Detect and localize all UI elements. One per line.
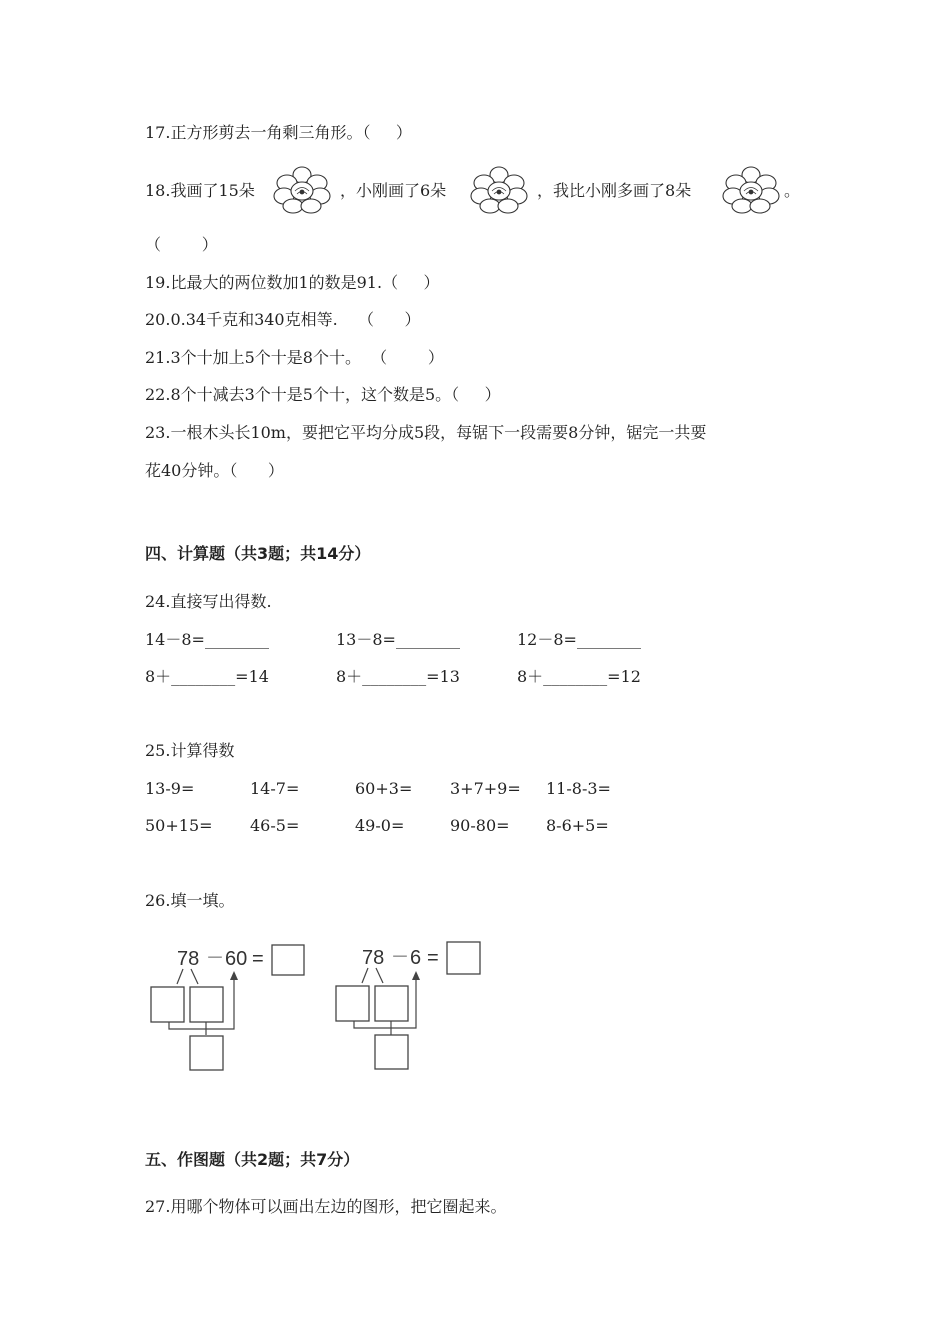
fig2-result-box[interactable] xyxy=(447,942,480,974)
question-20: 20.0.34千克和340克相等. （ ） xyxy=(145,310,421,329)
fig2-operator: － xyxy=(391,947,409,967)
question-25-title: 25.计算得数 xyxy=(145,741,235,760)
fig1-operator: － xyxy=(206,948,224,968)
fig2-split-box-right[interactable] xyxy=(375,986,408,1021)
q25-cell: 11-8-3= xyxy=(546,779,611,798)
section-4-title: 四、计算题（共3题；共14分） xyxy=(145,544,371,563)
question-18-answer: （ ） xyxy=(145,235,218,254)
decomposition-figure-1 xyxy=(145,935,315,1075)
fig2-split-box-left[interactable] xyxy=(336,986,369,1021)
section-5-title: 五、作图题（共2题；共7分） xyxy=(145,1150,360,1169)
q25-cell: 3+7+9= xyxy=(450,779,521,798)
fig2-sum-box[interactable] xyxy=(375,1035,408,1069)
question-27: 27.用哪个物体可以画出左边的图形，把它圈起来。 xyxy=(145,1197,507,1216)
q24-cell: 12－8=________ xyxy=(517,630,641,649)
q24-cell: 8＋________=12 xyxy=(517,667,641,686)
question-18-part1: 18.我画了15朵 xyxy=(145,181,255,200)
fig1-equals: = xyxy=(252,948,264,970)
q25-cell: 90-80= xyxy=(450,816,510,835)
q25-cell: 49-0= xyxy=(355,816,405,835)
fig1-split-box-left[interactable] xyxy=(151,987,184,1022)
question-21: 21.3个十加上5个十是8个十。 （ ） xyxy=(145,348,444,367)
question-23-line2: 花40分钟。（ ） xyxy=(145,461,284,480)
flower-icon xyxy=(722,165,780,215)
flower-icon xyxy=(273,165,331,215)
fig1-number-a: 78 xyxy=(177,948,200,970)
fig2-number-b: 6 xyxy=(410,947,422,969)
question-17: 17.正方形剪去一角剩三角形。（ ） xyxy=(145,123,412,142)
fig1-number-b: 60 xyxy=(225,948,248,970)
q25-cell: 14-7= xyxy=(250,779,300,798)
q24-cell: 14－8=________ xyxy=(145,630,269,649)
q25-cell: 8-6+5= xyxy=(546,816,609,835)
fig1-sum-box[interactable] xyxy=(190,1036,223,1070)
q25-cell: 13-9= xyxy=(145,779,195,798)
decomposition-figure-2 xyxy=(330,935,500,1075)
flower-icon xyxy=(470,165,528,215)
q25-cell: 50+15= xyxy=(145,816,213,835)
question-18-part3: ，我比小刚多画了8朵 xyxy=(537,181,692,200)
fig2-number-a: 78 xyxy=(362,947,385,969)
question-26-title: 26.填一填。 xyxy=(145,891,235,910)
fig1-split-box-right[interactable] xyxy=(190,987,223,1022)
question-18-part4: 。 xyxy=(784,181,801,200)
question-24-title: 24.直接写出得数. xyxy=(145,592,272,611)
q24-cell: 13－8=________ xyxy=(336,630,460,649)
fig1-result-box[interactable] xyxy=(272,945,304,975)
q25-cell: 46-5= xyxy=(250,816,300,835)
question-18-part2: ，小刚画了6朵 xyxy=(340,181,447,200)
q25-cell: 60+3= xyxy=(355,779,413,798)
question-22: 22.8个十减去3个十是5个十，这个数是5。（ ） xyxy=(145,385,501,404)
q24-cell: 8＋________=13 xyxy=(336,667,460,686)
question-19: 19.比最大的两位数加1的数是91.（ ） xyxy=(145,273,440,292)
q24-cell: 8＋________=14 xyxy=(145,667,269,686)
question-23-line1: 23.一根木头长10m，要把它平均分成5段，每锯下一段需要8分钟，锯完一共要 xyxy=(145,423,707,442)
fig2-equals: = xyxy=(427,947,439,969)
